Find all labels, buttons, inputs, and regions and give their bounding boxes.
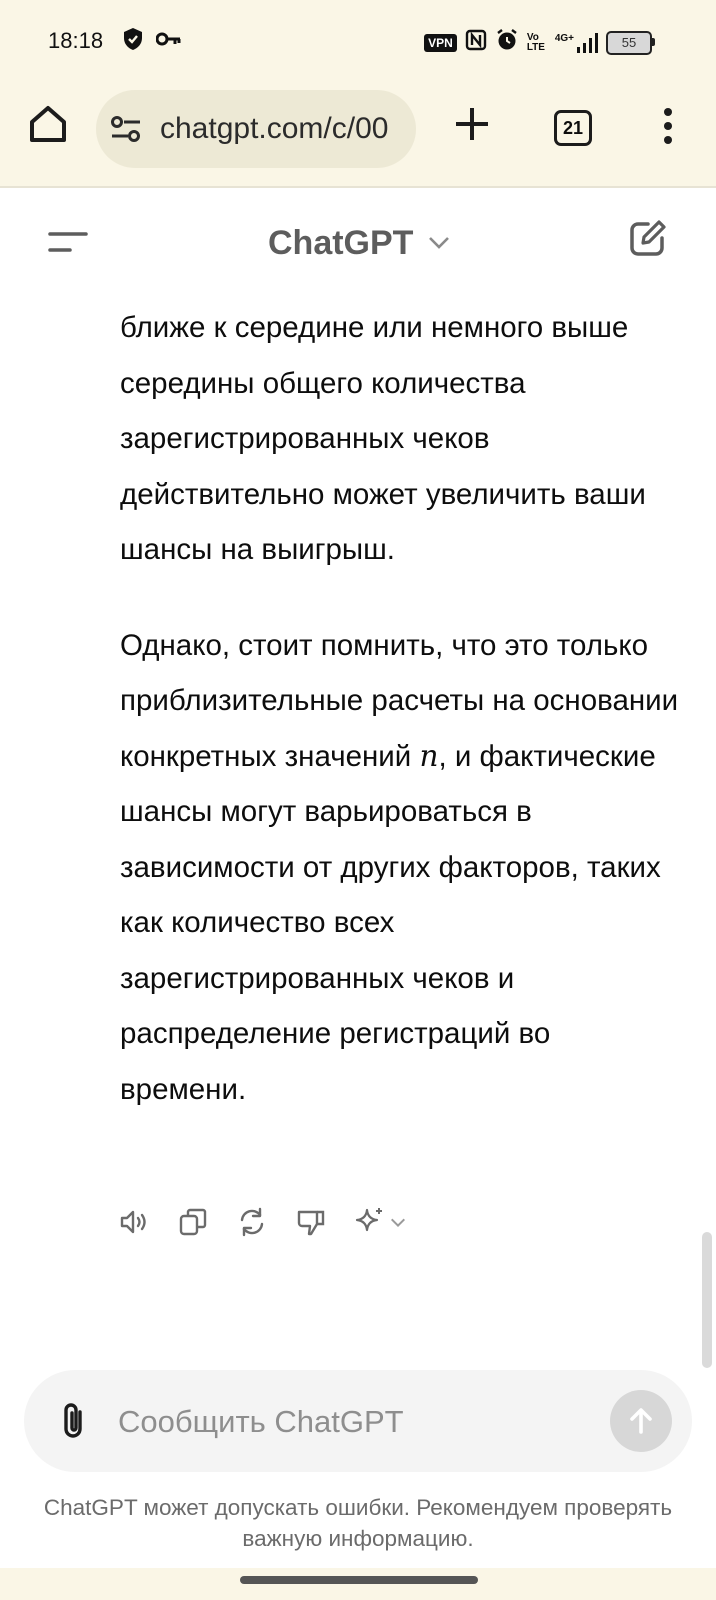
model-selector-title[interactable]: ChatGPT	[268, 224, 414, 262]
shield-icon	[122, 27, 144, 56]
alarm-icon	[495, 28, 519, 57]
sidebar-menu-icon[interactable]	[48, 230, 88, 254]
message-paragraph: ближе к середине или немного выше середины общего количества зарегистрированных чеков действительно может увеличить ваши шансы на выигрыш.	[120, 311, 646, 566]
system-nav-bar	[0, 1568, 716, 1600]
read-aloud-icon[interactable]	[116, 1204, 152, 1240]
status-bar	[0, 0, 716, 80]
regenerate-icon[interactable]	[234, 1204, 270, 1240]
message-text: Однако, стоит помнить, что это только приблизительные расчеты на основании конкретных значений	[120, 628, 679, 773]
message-input[interactable]	[116, 1397, 580, 1447]
status-time: 18:18	[48, 28, 104, 53]
arrow-up-icon	[626, 1406, 656, 1436]
assistant-message	[120, 300, 680, 1117]
more-menu-icon[interactable]	[658, 106, 678, 146]
new-chat-icon[interactable]	[628, 218, 668, 258]
volte-label: Vo LTE	[526, 31, 545, 53]
new-tab-icon[interactable]	[452, 104, 492, 144]
url-text: chatgpt.com/c/00	[160, 112, 389, 145]
address-bar[interactable]	[96, 90, 416, 168]
paperclip-icon[interactable]	[56, 1400, 92, 1442]
send-button[interactable]	[610, 1390, 672, 1452]
disclaimer-line: ChatGPT может допускать ошибки. Рекомендуем проверять	[43, 1495, 673, 1520]
thumbs-down-icon[interactable]	[293, 1204, 329, 1240]
math-variable: n	[419, 738, 439, 773]
site-settings-icon[interactable]	[110, 114, 142, 144]
scrollbar[interactable]	[702, 1232, 712, 1368]
disclaimer-line: важную информацию.	[242, 1526, 474, 1551]
home-icon[interactable]	[26, 102, 70, 146]
key-icon	[156, 30, 182, 53]
chat-header	[0, 188, 716, 288]
composer	[24, 1370, 692, 1472]
message-paragraph	[120, 618, 680, 1118]
chevron-down-icon	[389, 1213, 407, 1231]
sparkle-model-icon[interactable]	[352, 1204, 410, 1240]
vpn-badge: VPN	[424, 34, 457, 52]
message-actions	[116, 1204, 433, 1240]
chevron-down-icon[interactable]	[428, 236, 450, 250]
tab-switcher-button[interactable]: 21	[554, 110, 592, 146]
nfc-icon	[465, 29, 487, 56]
gesture-handle[interactable]	[240, 1576, 478, 1584]
disclaimer	[0, 1492, 716, 1554]
battery-indicator: 55	[606, 31, 652, 55]
copy-icon[interactable]	[175, 1204, 211, 1240]
network-type: 4G+	[554, 32, 574, 44]
message-text: , и фактические шансы могут варьироваться в зависимости от других факторов, таких как количество всех зарегистрированных чеков и распределение регистраций во времени.	[120, 739, 661, 1106]
signal-icon	[555, 33, 598, 53]
browser-toolbar	[0, 80, 716, 188]
